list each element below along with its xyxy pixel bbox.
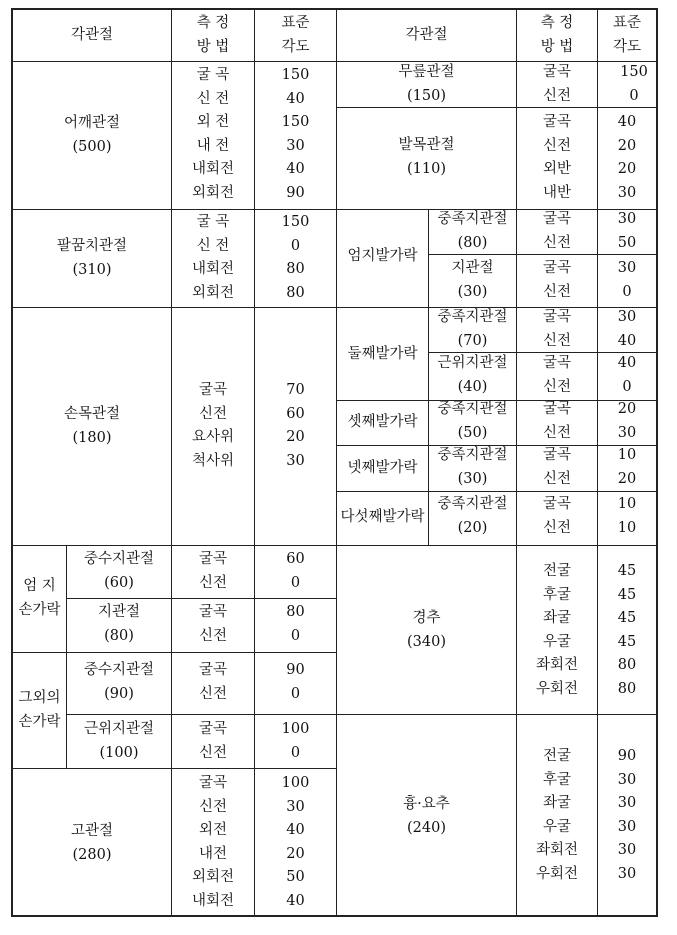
fourth-toe-name: 넷째발가락 bbox=[347, 460, 418, 476]
cervical-joint-name: 경추 (340) bbox=[407, 610, 446, 650]
row-divider bbox=[11, 652, 67, 653]
row-divider bbox=[11, 545, 658, 546]
fifth-toe-mtp-methods: 굴곡 신전 bbox=[542, 496, 571, 536]
thoracolumbar-methods: 전굴 후굴 좌굴 우굴 좌회전 우회전 bbox=[535, 748, 579, 882]
elbow-methods: 굴 곡 신 전 내회전 외회전 bbox=[191, 214, 235, 301]
row-divider bbox=[337, 491, 658, 492]
knee-joint-name: 무릎관절 (150) bbox=[398, 64, 455, 104]
fourth-toe-mtp-angles: 10 20 bbox=[617, 447, 637, 487]
shoulder-joint-name: 어깨관절 (500) bbox=[63, 115, 121, 155]
thumb-mcp-name: 중수지관절 (60) bbox=[83, 551, 155, 591]
thumb-ip-methods: 굴곡 신전 bbox=[198, 604, 227, 644]
big-toe-mtp-methods: 굴곡 신전 bbox=[542, 211, 571, 251]
fourth-toe-mtp-methods: 굴곡 신전 bbox=[542, 447, 571, 487]
wrist-angles: 70 60 20 30 bbox=[286, 382, 305, 469]
second-toe-mtp-angles: 30 40 bbox=[617, 309, 637, 349]
shoulder-angles: 150 40 150 30 40 90 bbox=[281, 67, 310, 201]
row-divider bbox=[67, 652, 337, 653]
hip-joint-name: 고관절 (280) bbox=[70, 823, 114, 863]
big-toe-name: 엄지발가락 bbox=[347, 248, 418, 264]
row-divider bbox=[11, 768, 337, 769]
third-toe-mtp-name: 중족지관절 (50) bbox=[437, 401, 508, 441]
thoracolumbar-joint-name: 흉·요추 (240) bbox=[403, 796, 450, 836]
thumb-mcp-methods: 굴곡 신전 bbox=[198, 551, 227, 591]
table-border-top bbox=[11, 8, 658, 10]
big-toe-ip-name: 지관절 (30) bbox=[451, 260, 494, 300]
big-toe-mtp-angles: 30 50 bbox=[617, 211, 637, 251]
big-toe-mtp-name: 중족지관절 (80) bbox=[437, 211, 508, 251]
second-toe-pip-methods: 굴곡 신전 bbox=[542, 355, 571, 395]
fifth-toe-name: 다섯째발가락 bbox=[340, 509, 425, 525]
second-toe-pip-name: 근위지관절 (40) bbox=[437, 355, 508, 395]
header-angle-right: 표준 각도 bbox=[612, 15, 641, 55]
header-method-right: 측 정 방 법 bbox=[540, 15, 574, 55]
header-joint-left: 각관절 bbox=[70, 27, 114, 43]
cervical-angles: 45 45 45 45 80 80 bbox=[617, 563, 637, 697]
fourth-toe-mtp-name: 중족지관절 (30) bbox=[437, 447, 508, 487]
other-fingers-pip-angles: 100 0 bbox=[281, 721, 310, 761]
thoracolumbar-angles: 90 30 30 30 30 30 bbox=[617, 748, 637, 882]
elbow-joint-name: 팔꿈치관절 (310) bbox=[56, 238, 128, 278]
wrist-methods: 굴곡 신전 요사위 척사위 bbox=[191, 382, 235, 469]
table-border-right bbox=[656, 8, 658, 917]
thumb-name: 엄 지 손가락 bbox=[18, 578, 61, 618]
knee-angles: 150 0 bbox=[620, 64, 648, 104]
second-toe-mtp-name: 중족지관절 (70) bbox=[437, 309, 508, 349]
hip-angles: 100 30 40 20 50 40 bbox=[281, 775, 310, 909]
second-toe-pip-angles: 40 0 bbox=[617, 355, 637, 395]
second-toe-mtp-methods: 굴곡 신전 bbox=[542, 309, 571, 349]
hip-methods: 굴곡 신전 외전 내전 외회전 내회전 bbox=[191, 775, 235, 909]
header-method-left: 측 정 방 법 bbox=[196, 15, 230, 55]
fifth-toe-mtp-name: 중족지관절 (20) bbox=[437, 496, 508, 536]
elbow-angles: 150 0 80 80 bbox=[281, 214, 310, 301]
ankle-methods: 굴곡 신전 외반 내반 bbox=[542, 114, 571, 201]
cervical-methods: 전굴 후굴 좌굴 우굴 좌회전 우회전 bbox=[535, 563, 579, 697]
third-toe-name: 셋째발가락 bbox=[347, 414, 418, 430]
other-fingers-pip-methods: 굴곡 신전 bbox=[198, 721, 227, 761]
header-joint-right: 각관절 bbox=[405, 27, 448, 43]
big-toe-ip-angles: 30 0 bbox=[617, 260, 637, 300]
row-divider bbox=[67, 714, 337, 715]
other-fingers-pip-name: 근위지관절 (100) bbox=[83, 721, 155, 761]
row-divider bbox=[67, 598, 337, 599]
ankle-joint-name: 발목관절 (110) bbox=[398, 137, 455, 177]
third-toe-mtp-methods: 굴곡 신전 bbox=[542, 401, 571, 441]
fifth-toe-mtp-angles: 10 10 bbox=[617, 496, 637, 536]
thumb-mcp-angles: 60 0 bbox=[286, 551, 305, 591]
thumb-ip-name: 지관절 (80) bbox=[97, 604, 141, 644]
knee-methods: 굴곡 신전 bbox=[542, 64, 571, 104]
ankle-angles: 40 20 20 30 bbox=[617, 114, 637, 201]
other-fingers-mcp-name: 중수지관절 (90) bbox=[83, 662, 155, 702]
wrist-joint-name: 손목관절 (180) bbox=[63, 406, 121, 446]
header-angle-left: 표준 각도 bbox=[281, 15, 310, 55]
other-fingers-mcp-methods: 굴곡 신전 bbox=[198, 662, 227, 702]
thumb-ip-angles: 80 0 bbox=[286, 604, 305, 644]
other-fingers-mcp-angles: 90 0 bbox=[286, 662, 305, 702]
shoulder-methods: 굴 곡 신 전 외 전 내 전 내회전 외회전 bbox=[191, 67, 235, 201]
second-toe-name: 둘째발가락 bbox=[347, 346, 418, 362]
third-toe-mtp-angles: 20 30 bbox=[617, 401, 637, 441]
other-fingers-name: 그외의 손가락 bbox=[18, 690, 61, 730]
table-border-bottom bbox=[11, 915, 658, 917]
big-toe-ip-methods: 굴곡 신전 bbox=[542, 260, 571, 300]
row-divider bbox=[337, 714, 658, 715]
